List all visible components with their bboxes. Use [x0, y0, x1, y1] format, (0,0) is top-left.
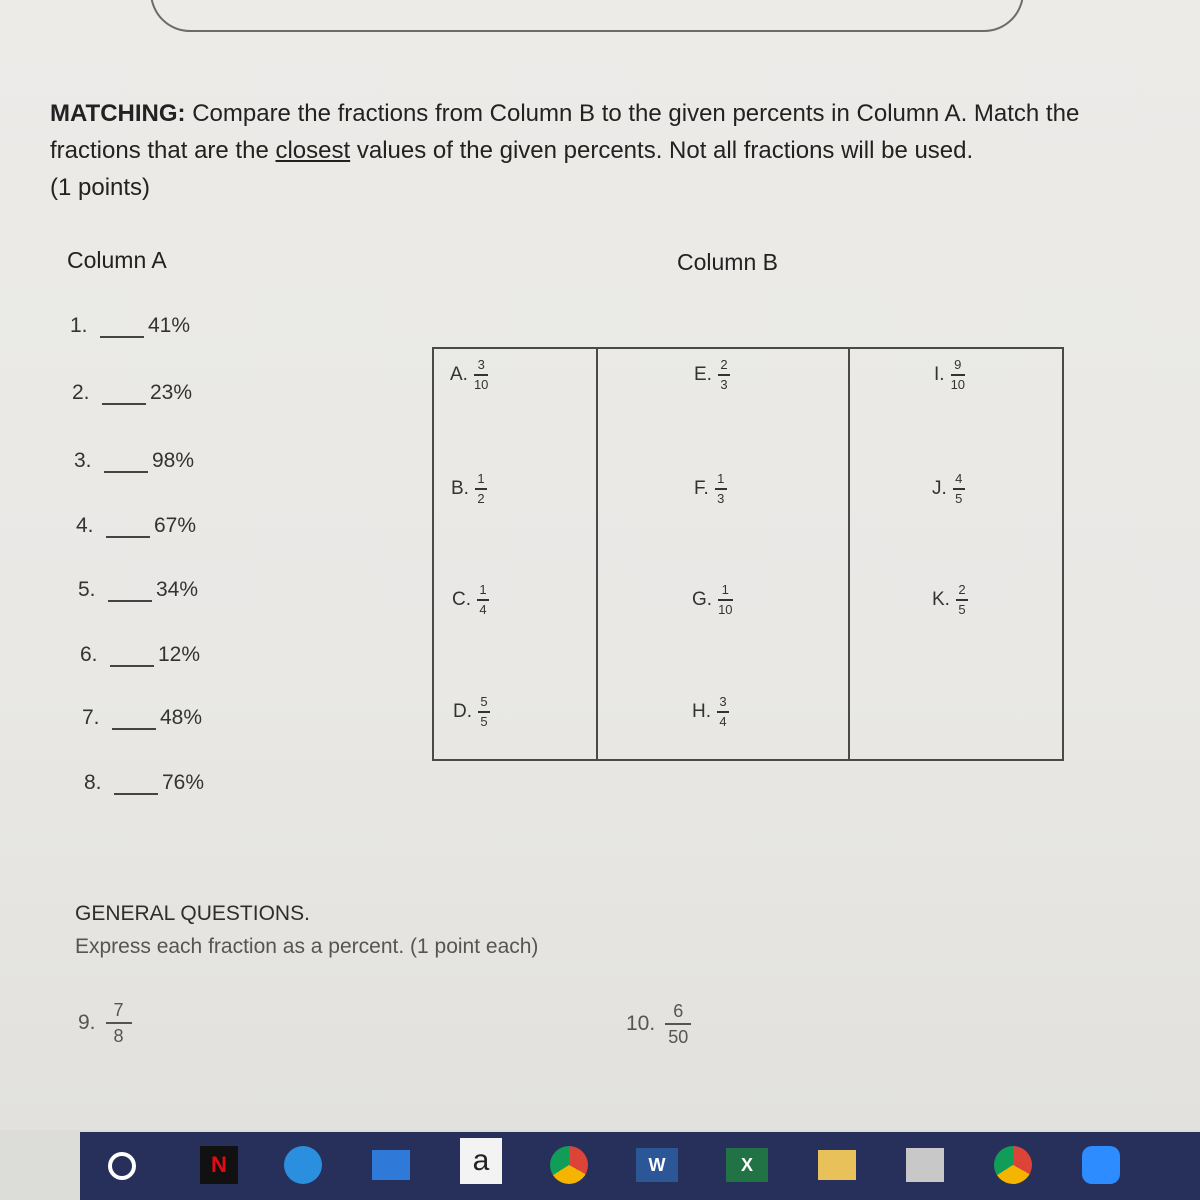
cortana-icon[interactable] — [108, 1152, 136, 1180]
store-icon[interactable] — [906, 1148, 944, 1182]
denominator: 4 — [479, 601, 487, 617]
option-label: A. — [450, 363, 468, 385]
fraction-option-j — [932, 472, 965, 506]
fraction — [951, 358, 965, 392]
fraction — [718, 583, 732, 617]
question-number: 10. — [626, 1012, 656, 1035]
item-percent: 48% — [160, 706, 203, 729]
fraction-bar — [718, 374, 730, 376]
fraction-option-f — [694, 472, 727, 506]
edge-icon[interactable] — [284, 1146, 322, 1184]
general-questions-title: GENERAL QUESTIONS. — [75, 902, 310, 925]
fraction-option-g — [692, 583, 733, 617]
answer-blank[interactable] — [102, 383, 146, 405]
option-label: G. — [692, 588, 713, 610]
column-a-item — [78, 578, 198, 608]
excel-icon[interactable] — [726, 1148, 768, 1182]
option-label: C. — [452, 588, 471, 610]
denominator: 10 — [718, 601, 733, 617]
item-number: 8. — [84, 771, 102, 794]
column-a-item — [74, 449, 194, 479]
option-label: F. — [694, 477, 709, 499]
question-fraction — [106, 1000, 132, 1046]
fraction-bar — [717, 711, 729, 713]
numerator: 6 — [673, 1001, 684, 1021]
fraction — [953, 472, 965, 506]
zoom-icon[interactable] — [1082, 1146, 1120, 1184]
chrome-icon[interactable] — [994, 1146, 1032, 1184]
numerator: 1 — [479, 582, 487, 597]
denominator: 8 — [113, 1026, 124, 1046]
general-questions-instruction: Express each fraction as a percent. (1 point each) — [75, 935, 539, 958]
numerator: 1 — [721, 582, 729, 597]
column-b-table — [432, 347, 1064, 761]
word-icon[interactable] — [636, 1148, 678, 1182]
item-percent: 76% — [162, 771, 205, 794]
numerator: 7 — [113, 1000, 124, 1020]
fraction-bar — [475, 488, 487, 490]
table-divider — [596, 349, 598, 759]
fraction-bar — [953, 488, 965, 490]
numerator: 2 — [720, 357, 728, 372]
fraction-bar — [478, 711, 490, 713]
denominator: 2 — [477, 490, 485, 506]
answer-blank[interactable] — [104, 451, 148, 473]
fraction-bar — [665, 1023, 691, 1025]
item-percent: 41% — [148, 314, 191, 337]
column-a-item — [72, 381, 192, 411]
option-label: E. — [694, 363, 712, 385]
denominator: 5 — [958, 601, 966, 617]
mail-icon[interactable] — [372, 1150, 410, 1180]
numerator: 5 — [480, 694, 488, 709]
denominator: 10 — [950, 376, 966, 392]
question-10 — [626, 1001, 691, 1047]
fraction — [956, 583, 968, 617]
item-number: 7. — [82, 706, 100, 729]
item-number: 3. — [74, 449, 92, 472]
fraction-option-e — [694, 358, 730, 392]
answer-blank[interactable] — [112, 708, 156, 730]
option-label: I. — [934, 363, 945, 385]
answer-blank[interactable] — [114, 773, 158, 795]
numerator: 2 — [958, 582, 966, 597]
excel-letter: X — [740, 1154, 753, 1175]
fraction — [715, 472, 727, 506]
numerator: 1 — [717, 471, 725, 486]
matching-instructions — [50, 95, 1130, 206]
item-number: 1. — [70, 314, 88, 337]
item-percent: 34% — [156, 578, 199, 601]
numerator: 3 — [719, 694, 727, 709]
option-label: B. — [451, 477, 469, 499]
fraction-bar — [106, 1022, 132, 1024]
option-label: J. — [932, 477, 947, 499]
fraction — [478, 695, 490, 729]
item-percent: 12% — [158, 643, 201, 666]
denominator: 50 — [668, 1027, 689, 1047]
fraction-bar — [951, 374, 965, 376]
instructions-text-1: Compare the fractions from Column B to the given percents in Column A. Match the fractions that are the — [50, 100, 1080, 164]
instructions-text-2: values of the given percents. Not all fractions will be used. — [350, 137, 974, 164]
fraction-option-a — [450, 358, 488, 392]
answer-blank[interactable] — [100, 316, 144, 338]
denominator: 3 — [720, 376, 728, 392]
word-letter: W — [648, 1154, 666, 1175]
question-number: 9. — [78, 1011, 96, 1034]
option-label: D. — [453, 700, 472, 722]
numerator: 1 — [477, 471, 485, 486]
fraction-bar — [956, 599, 968, 601]
answer-blank[interactable] — [106, 516, 150, 538]
question-9 — [78, 1000, 132, 1046]
fraction-bar — [477, 599, 489, 601]
column-a-item — [82, 706, 202, 736]
answer-blank[interactable] — [108, 580, 152, 602]
fraction — [717, 695, 729, 729]
fraction — [477, 583, 489, 617]
column-a-item — [80, 643, 200, 673]
amazon-letter: a — [472, 1144, 490, 1177]
chrome-icon[interactable] — [550, 1146, 588, 1184]
denominator: 5 — [480, 713, 488, 729]
previous-question-box — [150, 0, 1024, 32]
fraction-option-b — [451, 472, 487, 506]
numerator: 3 — [477, 357, 485, 372]
question-fraction — [665, 1001, 691, 1047]
denominator: 10 — [473, 376, 489, 392]
windows-taskbar — [80, 1132, 1200, 1200]
fraction-option-i — [934, 358, 965, 392]
column-a-item — [76, 514, 196, 544]
numerator: 9 — [954, 357, 962, 372]
answer-blank[interactable] — [110, 645, 154, 667]
netflix-icon[interactable] — [200, 1146, 238, 1184]
item-percent: 98% — [152, 449, 195, 472]
matching-heading: MATCHING: — [50, 100, 186, 127]
table-divider — [848, 349, 850, 759]
netflix-letter: N — [211, 1152, 227, 1177]
item-number: 2. — [72, 381, 90, 404]
item-number: 6. — [80, 643, 98, 666]
item-percent: 67% — [154, 514, 197, 537]
fraction-bar — [474, 374, 488, 376]
column-a-item — [70, 314, 190, 344]
fraction — [474, 358, 488, 392]
fraction-option-d — [453, 695, 490, 729]
amazon-icon[interactable] — [460, 1138, 502, 1184]
instructions-emphasis: closest — [275, 137, 351, 164]
option-label: H. — [692, 700, 711, 722]
item-percent: 23% — [150, 381, 193, 404]
column-a-header: Column A — [67, 247, 167, 273]
file-explorer-icon[interactable] — [818, 1150, 856, 1180]
fraction-option-c — [452, 583, 489, 617]
fraction — [475, 472, 487, 506]
instructions-points: (1 points) — [50, 174, 151, 201]
item-number: 5. — [78, 578, 96, 601]
column-b-header: Column B — [677, 249, 778, 275]
denominator: 3 — [717, 490, 725, 506]
fraction — [718, 358, 730, 392]
option-label: K. — [932, 588, 950, 610]
denominator: 5 — [955, 490, 963, 506]
fraction-option-k — [932, 583, 968, 617]
fraction-option-h — [692, 695, 729, 729]
fraction-bar — [715, 488, 727, 490]
denominator: 4 — [719, 713, 727, 729]
column-a-item — [84, 771, 204, 801]
item-number: 4. — [76, 514, 94, 537]
fraction-bar — [718, 599, 732, 601]
numerator: 4 — [955, 471, 963, 486]
